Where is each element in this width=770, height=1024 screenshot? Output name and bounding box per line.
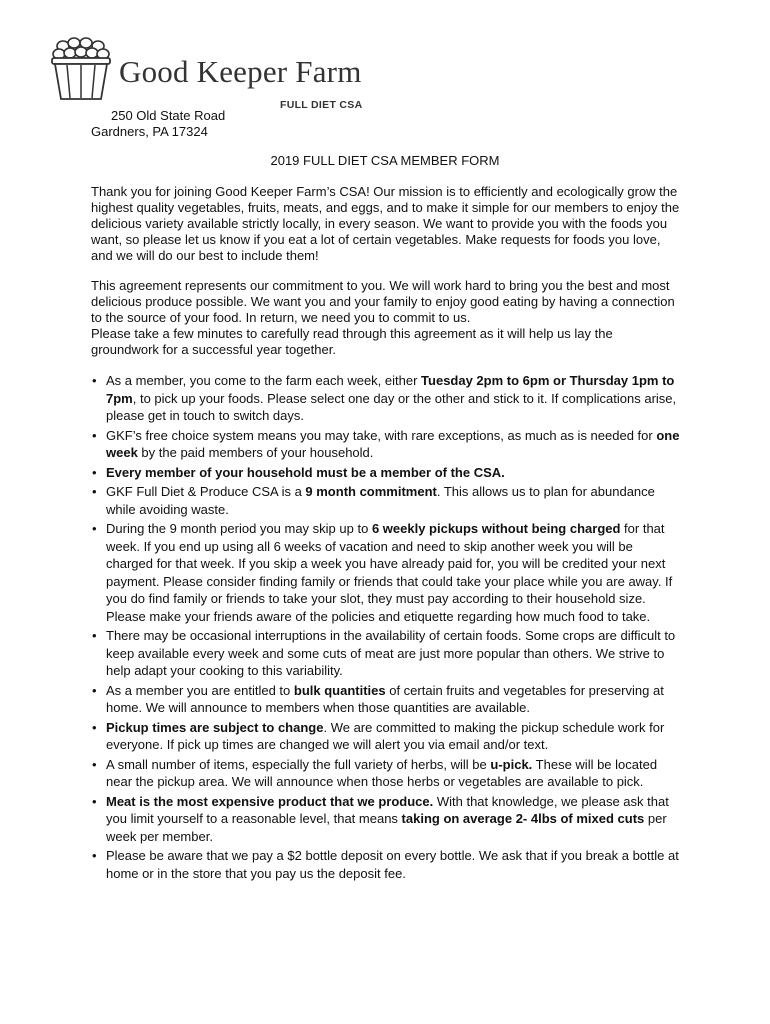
- policy-item: • GKF’s free choice system means you may take, with rare exceptions, as much as is needed for one week by the paid members of your household.: [91, 427, 681, 462]
- policy-item: • During the 9 month period you may skip up to 6 weekly pickups without being charged for that week. If you end up using all 6 weeks of vacation and need to skip another week you will be charged for that week. If you skip a week you have already paid for, you will be credited your next payment. Please consider finding family or friends that could take your place while you are away. If you do find family or friends to take your slot, they must pay according to their household size. Please make your friends aware of the policies and etiquette regarding how much food to take.: [91, 520, 681, 625]
- intro-paragraph: Thank you for joining Good Keeper Farm’s CSA! Our mission is to efficiently and ecologically grow the highest quality vegetables, fruits, meats, and eggs, and to make it simple for our members to enjoy the delicious variety available strictly locally, in every season. We want to provide you with the foods you want, so please let us know if you eat a lot of certain vegetables. Make requests for foods you love, and we will do our best to include them!: [91, 184, 680, 263]
- policy-item: • There may be occasional interruptions in the availability of certain foods. Some crops are difficult to keep available every week and some cuts of meat are just more popular than others. We strive to help adapt your cooking to this variability.: [91, 627, 681, 680]
- policy-item: • GKF Full Diet & Produce CSA is a 9 month commitment. This allows us to plan for abundance while avoiding waste.: [91, 483, 681, 518]
- agreement-note: Please take a few minutes to carefully read through this agreement as it will help us lay the groundwork for a successful year together.: [91, 326, 613, 357]
- policy-item: • As a member you are entitled to bulk quantities of certain fruits and vegetables for preserving at home. We will announce to members when those quantities are available.: [91, 682, 681, 717]
- address-block: [91, 108, 225, 140]
- policy-item: • Pickup times are subject to change. We are committed to making the pickup schedule work for everyone. If pick up times are changed we will alert you via email and/or text.: [91, 719, 681, 754]
- agreement-paragraph: [91, 278, 681, 358]
- policy-list: [91, 372, 681, 882]
- form-body: [91, 184, 681, 884]
- policy-item: • Every member of your household must be a member of the CSA.: [91, 464, 681, 482]
- policy-item: • Meat is the most expensive product that we produce. With that knowledge, we please ask that you limit yourself to a reasonable level, that means taking on average 2- 4lbs of mixed cuts per week per member.: [91, 793, 681, 846]
- form-title: 2019 FULL DIET CSA MEMBER FORM: [270, 153, 500, 168]
- farm-name: Good Keeper Farm: [119, 54, 362, 89]
- agreement-text: This agreement represents our commitment to you. We will work hard to bring you the best and most delicious produce possible. We want you and your family to enjoy good eating by having a connection to the source of your food. In return, we need you to commit to us.: [91, 278, 675, 325]
- basket-logo-icon: [50, 36, 112, 102]
- address-street: 250 Old State Road: [111, 108, 226, 123]
- policy-item: • A small number of items, especially the full variety of herbs, will be u-pick. These will be located near the pickup area. We will announce when those herbs or vegetables are available to pick.: [91, 756, 681, 791]
- policy-item: • As a member, you come to the farm each week, either Tuesday 2pm to 6pm or Thursday 1pm to 7pm, to pick up your foods. Please select one day or the other and stick to it. If complications arise, please get in touch to switch days.: [91, 372, 681, 425]
- policy-item: • Please be aware that we pay a $2 bottle deposit on every bottle. We ask that if you break a bottle at home or in the store that you pay us the deposit fee.: [91, 847, 681, 882]
- farm-subtitle: FULL DIET CSA: [280, 99, 363, 111]
- address-city: Gardners, PA 17324: [91, 124, 208, 139]
